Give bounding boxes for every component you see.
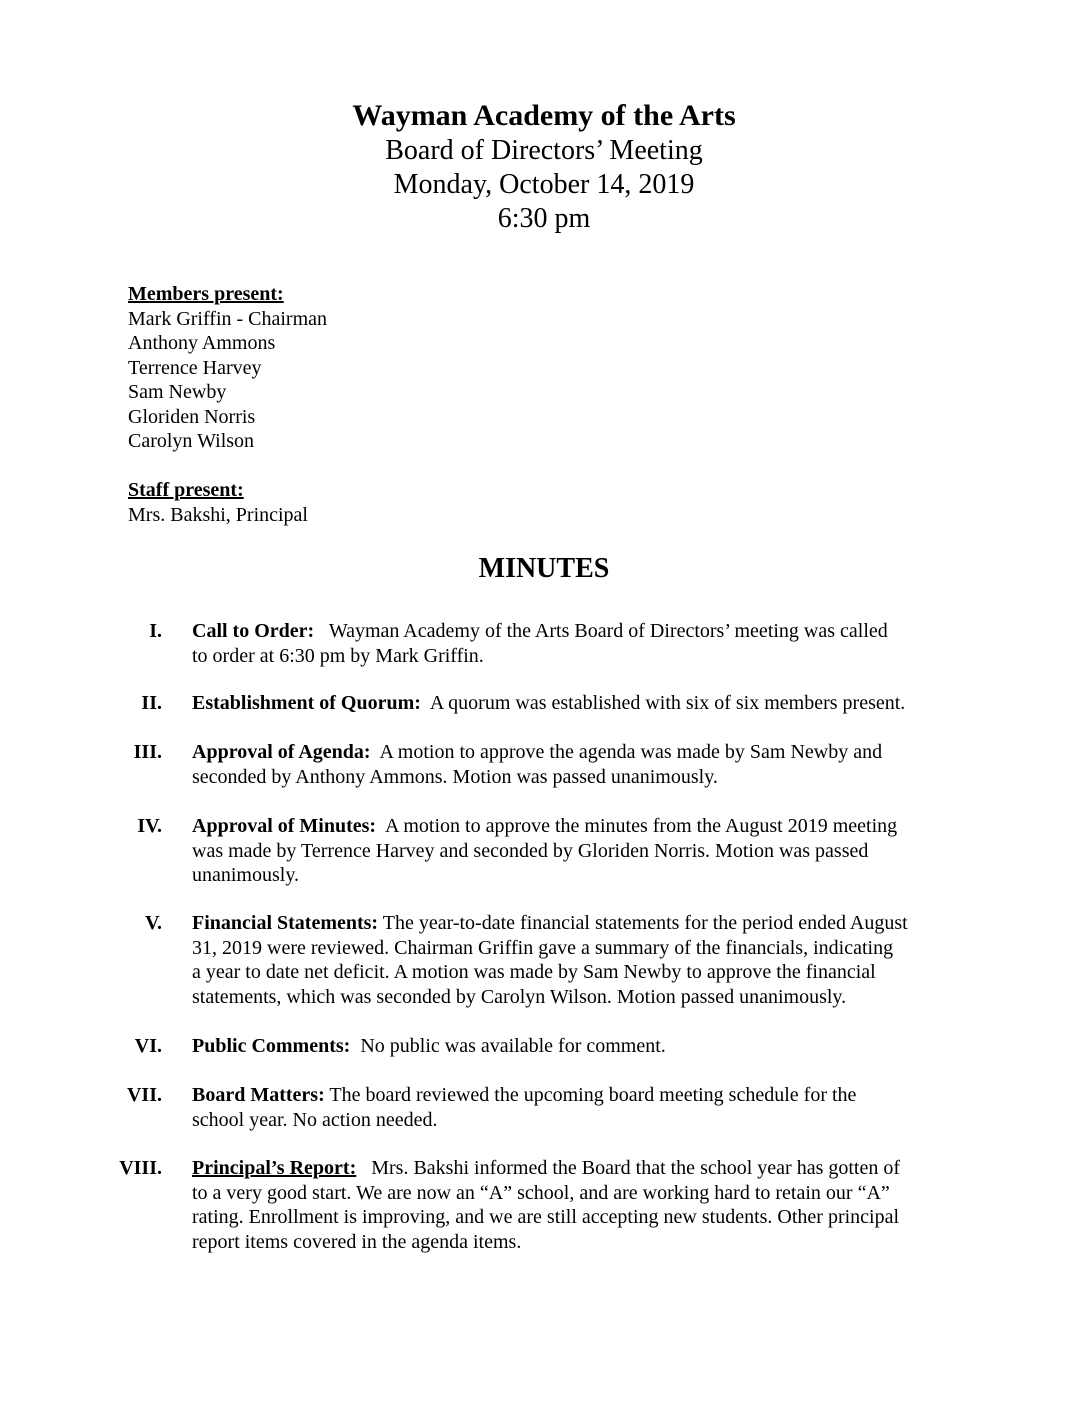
item-heading: Approval of Minutes: [192, 815, 377, 837]
item-text: statements, which was seconded by Carolyn Wilson. Motion passed unanimously. [192, 985, 847, 1008]
item-body [192, 1034, 967, 1059]
item-text: to a very good start. We are now an “A” school, and are working hard to retain our “A” [192, 1181, 890, 1204]
member-name: Gloriden Norris [128, 405, 256, 428]
item-body [192, 1156, 967, 1254]
item-heading: Public Comments: [192, 1035, 351, 1057]
item-heading: Principal’s Report: [192, 1157, 357, 1179]
staff-name: Mrs. Bakshi, Principal [128, 503, 308, 526]
item-text: 31, 2019 were reviewed. Chairman Griffin gave a summary of the financials, indicating [192, 936, 894, 959]
item-text: unanimously. [192, 864, 300, 886]
meeting-date: Monday, October 14, 2019 [393, 169, 695, 200]
meeting-type: Board of Directors’ Meeting [385, 135, 703, 166]
item-text: No public was available for comment. [360, 1035, 666, 1057]
item-text: seconded by Anthony Ammons. Motion was passed unanimously. [192, 765, 718, 788]
item-number: VIII. [119, 1157, 162, 1179]
member-name: Anthony Ammons [128, 332, 276, 354]
item-text: Wayman Academy of the Arts Board of Directors’ meeting was called [328, 620, 888, 642]
item-text: A motion to approve the agenda was made by Sam Newby and [379, 741, 883, 763]
item-heading: Board Matters: [192, 1084, 325, 1106]
member-name: Sam Newby [128, 381, 227, 403]
minutes-heading: MINUTES [478, 553, 610, 584]
item-heading: Approval of Agenda: [192, 741, 371, 763]
item-number: III. [133, 741, 162, 763]
item-number: VII. [126, 1084, 162, 1106]
staff-present-label: Staff present: [128, 479, 244, 501]
members-present-section [128, 282, 327, 454]
item-number: II. [141, 692, 162, 714]
item-number: V. [145, 912, 162, 934]
item-number: VI. [134, 1035, 162, 1057]
member-name: Carolyn Wilson [128, 430, 255, 452]
item-body [192, 911, 967, 1009]
item-text: rating. Enrollment is improving, and we are still accepting new students. Other principal [192, 1206, 900, 1228]
item-number: I. [149, 620, 162, 642]
member-name: Mark Griffin - Chairman [128, 307, 328, 330]
member-name: Terrence Harvey [128, 356, 262, 379]
item-text: school year. No action needed. [192, 1108, 438, 1131]
staff-present-section [128, 478, 308, 527]
item-text: A quorum was established with six of six members present. [429, 692, 906, 714]
item-heading: Call to Order: [192, 620, 315, 642]
members-present-label: Members present: [128, 283, 284, 305]
item-text: a year to date net deficit. A motion was made by Sam Newby to approve the financial [192, 961, 876, 983]
item-body [192, 814, 967, 888]
item-text: A motion to approve the minutes from the August 2019 meeting [385, 815, 898, 837]
item-heading: Financial Statements: [192, 912, 379, 934]
meeting-time: 6:30 pm [497, 203, 591, 234]
item-body [192, 1083, 967, 1132]
item-body [192, 691, 967, 716]
item-text: was made by Terrence Harvey and seconded by Gloriden Norris. Motion was passed [192, 839, 869, 862]
item-text: The year-to-date financial statements for the period ended August [382, 912, 908, 934]
item-text: to order at 6:30 pm by Mark Griffin. [192, 644, 484, 667]
item-text: The board reviewed the upcoming board meeting schedule for the [329, 1084, 857, 1106]
item-body [192, 740, 967, 789]
item-text: report items covered in the agenda items. [192, 1230, 522, 1253]
item-text: Mrs. Bakshi informed the Board that the school year has gotten of [371, 1157, 901, 1179]
item-body [192, 619, 967, 668]
item-heading: Establishment of Quorum: [192, 692, 421, 714]
document-header [0, 98, 1088, 236]
organization-title: Wayman Academy of the Arts [352, 99, 736, 132]
item-number: IV. [137, 815, 162, 837]
